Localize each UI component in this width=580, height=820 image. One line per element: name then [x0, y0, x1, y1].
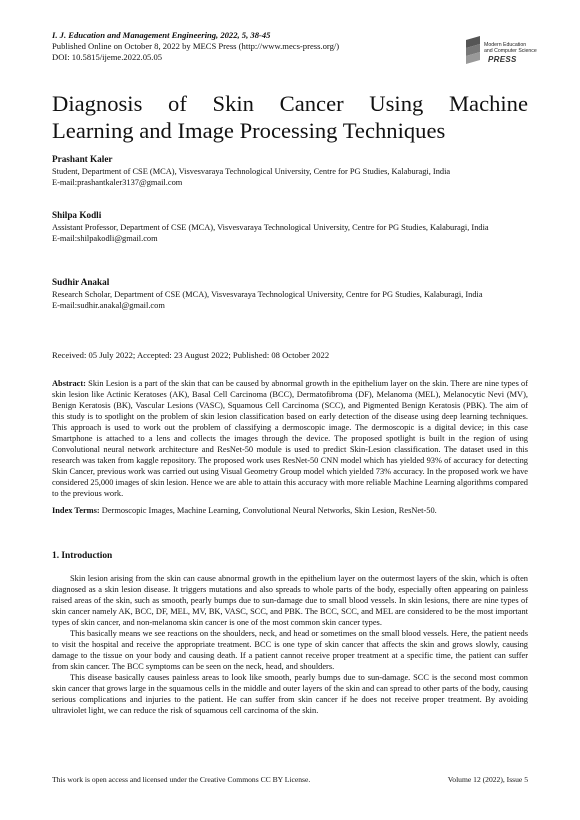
author-email: E-mail:prashantkaler3137@gmail.com — [52, 178, 183, 187]
license-note: This work is open access and licensed under the Creative Commons CC BY License. — [52, 775, 311, 784]
received-dates: Received: 05 July 2022; Accepted: 23 August 2022; Published: 08 October 2022 — [52, 350, 330, 360]
author-block — [52, 153, 528, 188]
index-terms-label: Index Terms: — [52, 506, 100, 515]
book-stack-icon — [462, 34, 484, 64]
paragraph: Skin lesion arising from the skin can cause abnormal growth in the epithelium layer on the outermost layers of the skin, which is often diagnosed as a skin lesion disease. It triggers mutations and also spreads to whole parts of the body, especially often appearing on painless raised areas of the skin, such as smooth, pearly bumps due to sun-damage due to small blood vessels. In skin lesions, there are nine types of skin cancer namely AK, BCC, DF, MEL, MV, BK, VASC, SCC, and PBK. The BCC, SCC, and MEL are considered to be the most important types of skin cancer, and non-melanoma skin cancer is one of the most common skin cancer types. — [52, 574, 528, 627]
mecs-press-logo — [462, 30, 542, 70]
paragraph: This basically means we see reactions on the shoulders, neck, and head or sometimes on the small blood vessels. Here, the patient needs to visit the hospital and receive the appropriate treatment. BCC is one type of skin cancer that affects the skin and grows slowly, causing damage to the tissue on your body and causing death. If a patient cannot receive proper treatment at a specific time, the patient can suffer from skin cancer. The BCC symptoms can be seen on the neck, head, and shoulders. — [52, 629, 528, 671]
page-footer — [52, 775, 528, 784]
author-affiliation: Research Scholar, Department of CSE (MCA), Visvesvaraya Technological University, Centre for PG Studies, Kalaburagi, India — [52, 290, 483, 299]
logo-line-2: and Computer Science — [484, 48, 537, 54]
publication-info: Published Online on October 8, 2022 by MECS Press (http://www.mecs-press.org/) — [52, 41, 340, 51]
title-line-2: Learning and Image Processing Techniques — [52, 118, 446, 143]
section-heading: 1. Introduction — [52, 551, 113, 561]
author-email: E-mail:shilpakodli@gmail.com — [52, 234, 158, 243]
author-name: Shilpa Kodli — [52, 210, 102, 220]
logo-text — [484, 42, 537, 54]
doi: DOI: 10.5815/ijeme.2022.05.05 — [52, 52, 163, 62]
author-name: Prashant Kaler — [52, 154, 113, 164]
title-line-1: Diagnosis of Skin Cancer Using Machine — [52, 91, 528, 116]
journal-name: I. J. Education and Management Engineering, 2022, 5, 38-45 — [52, 30, 271, 40]
journal-header — [52, 30, 452, 63]
index-terms-text: Dermoscopic Images, Machine Learning, Convolutional Neural Networks, Skin Lesion, ResNet-50. — [101, 506, 437, 515]
paragraph: This disease basically causes painless areas to look like smooth, pearly bumps due to sun-damage. SCC is the second most common skin cancer that grows large in the squamous cells in the middle and outer layers of the skin and can spread to other parts of the body, causing serious complications and injuries to the patient. He can suffer from skin cancer if he does not receive proper treatment. By avoiding ultraviolet light, we can reduce the risk of squamous cell carcinoma of the skin. — [52, 673, 528, 715]
logo-press: PRESS — [488, 55, 517, 64]
author-affiliation: Student, Department of CSE (MCA), Visvesvaraya Technological University, Centre for PG Studies, Kalaburagi, India — [52, 167, 451, 176]
author-email: E-mail:sudhir.anakal@gmail.com — [52, 301, 165, 310]
logo-line-1: Modern Education — [484, 42, 527, 48]
introduction-body — [52, 573, 528, 716]
author-affiliation: Assistant Professor, Department of CSE (MCA), Visvesvaraya Technological University, Centre for PG Studies, Kalaburagi, India — [52, 223, 489, 232]
volume-issue: Volume 12 (2022), Issue 5 — [447, 775, 528, 784]
abstract — [52, 378, 528, 499]
author-block — [52, 209, 528, 244]
author-name: Sudhir Anakal — [52, 277, 110, 287]
abstract-text: Skin Lesion is a part of the skin that can be caused by abnormal growth in the epithelium layer on the skin. There are nine types of skin lesion like Actinic Keratoses (AK), Basal Cell Carcinoma (BCC), Dermatofibroma (DF), Melanoma (MEL), Melanocytic Nevi (MV), Benign Keratosis (BK), Vascular Lesions (VASC), Squamous Cell Carcinoma (SCC), and Pigmented Benign Keratosis (PBK). The aim of this study is to spotlight on the problem of skin lesion classification based on early detection of the disease using deep learning techniques. This approach is used to work out the problem of classifying a dermoscopic image. The dermoscopic is a digital device; in this case Smartphone is attached to a lens and collects the images through the device. The proposed spotlight is built in the region of using Convolutional neural network architecture and ResNet-50 module is used to predict Skin-Lesion classification. The dataset used in this research was taken from kaggle repository. The proposed work uses ResNet-50 CNN model which has yielded 93% of accuracy for detecting Skin Cancer, previous work was carried out using Visual Geometry Group model which yielded 73% accuracy. In the proposed work we have considered 25,000 images of skin lesion. Hence we are able to attain this accuracy with more reliable Machine Learning algorithms compared to the previous work. — [52, 379, 529, 498]
paper-title — [52, 90, 528, 144]
author-block — [52, 276, 528, 311]
index-terms — [52, 505, 528, 516]
abstract-label: Abstract: — [52, 379, 86, 388]
